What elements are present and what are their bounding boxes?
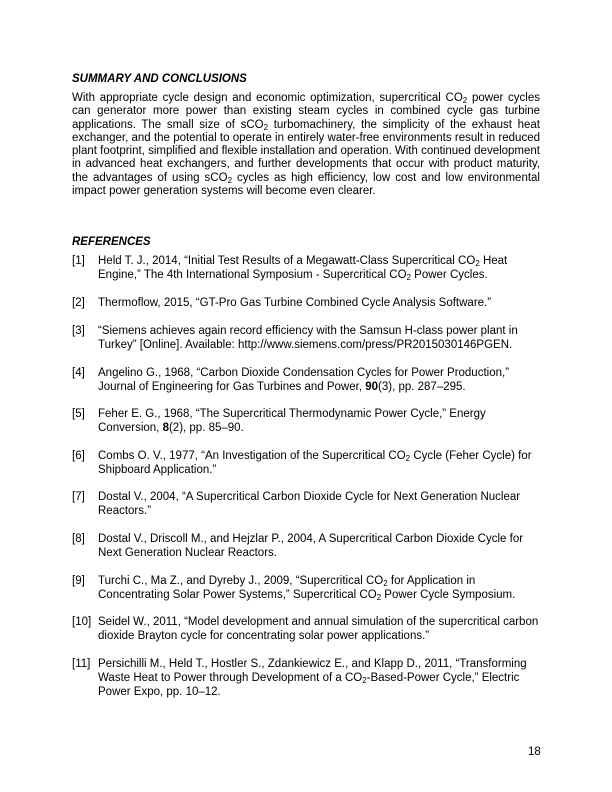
text-run: Held T. J., 2014, “Initial Test Results of a Megawatt-Class Supercritical CO <box>98 255 476 267</box>
text-run: for Application in Concentrating Solar Power Systems,” Supercritical CO <box>98 575 476 601</box>
subscript: 2 <box>227 175 233 185</box>
reference-number: [6] <box>72 450 85 462</box>
reference-text <box>98 615 542 643</box>
text-run: Turchi C., Ma Z., and Dyreby J., 2009, “Supercritical CO <box>98 575 384 587</box>
text-run: Thermoflow, 2015, “GT-Pro Gas Turbine Combined Cycle Analysis Software.” <box>98 297 492 309</box>
reference-text <box>98 407 542 435</box>
text-run: Persichilli M., Held T., Hostler S., Zdankiewicz E., and Klapp D., 2011, “Transforming Waste Heat to Power through Development of a CO <box>98 658 527 684</box>
subscript: 2 <box>383 579 388 588</box>
text-run: Power Cycles. <box>410 269 488 281</box>
subscript: 2 <box>263 122 269 132</box>
reference-item <box>72 296 542 310</box>
text-run: Feher E. G., 1968, “The Supercritical Thermodynamic Power Cycle,” Energy Conversion, <box>98 408 486 434</box>
reference-number: [4] <box>72 367 85 379</box>
subscript: 2 <box>406 273 411 282</box>
reference-number: [9] <box>72 575 85 587</box>
subscript: 2 <box>405 454 411 463</box>
text-run: (2), pp. 85–90. <box>168 422 244 434</box>
volume-number: 8 <box>162 422 169 434</box>
subscript: 2 <box>362 676 367 685</box>
text-run: Angelino G., 1968, “Carbon Dioxide Condensation Cycles for Power Production,” Journal of Engineering for Gas Turbines and Power, <box>98 367 510 393</box>
reference-item <box>72 615 542 643</box>
reference-text <box>98 449 542 477</box>
reference-text <box>98 324 542 352</box>
reference-item <box>72 490 542 518</box>
reference-item <box>72 449 542 477</box>
summary-paragraph <box>72 92 540 198</box>
text-run: Dostal V., Driscoll M., and Hejzlar P., 2004, A Supercritical Carbon Dioxide Cycle for Next Generation Nuclear Reactors. <box>98 533 524 559</box>
subscript: 2 <box>462 96 468 105</box>
text-run: Heat Engine,” The 4th International Symposium - Supercritical CO <box>98 255 508 281</box>
references-heading: REFERENCES <box>72 236 151 248</box>
reference-text <box>98 366 542 394</box>
reference-text <box>98 532 542 560</box>
reference-number: [7] <box>72 491 85 503</box>
reference-text <box>98 254 542 282</box>
reference-text <box>98 657 542 699</box>
subscript: 2 <box>475 259 480 268</box>
text-run: With appropriate cycle design and economic optimization, supercritical CO <box>72 92 463 104</box>
volume-number: 90 <box>365 381 379 393</box>
reference-item <box>72 532 542 560</box>
reference-number: [8] <box>72 533 85 545</box>
reference-number: [10] <box>72 616 92 628</box>
reference-number: [3] <box>72 325 85 337</box>
text-run: Cycle (Feher Cycle) for Shipboard Application.” <box>98 450 532 476</box>
text-run: Dostal V., 2004, “A Supercritical Carbon Dioxide Cycle for Next Generation Nuclear Reactors.” <box>98 491 521 517</box>
reference-text <box>98 574 542 602</box>
text-run: (3), pp. 287–295. <box>378 381 466 393</box>
text-run: Combs O. V., 1977, “An Investigation of the Supercritical CO <box>98 450 406 462</box>
text-run: Power Cycle Symposium. <box>381 589 516 601</box>
reference-number: [11] <box>72 658 91 670</box>
reference-item <box>72 324 542 352</box>
reference-text <box>98 296 542 310</box>
text-run: power cycles can generator more power than existing steam cycles in combined cycle gas turbine applications. The small size of sCO <box>72 92 540 131</box>
subscript: 2 <box>376 593 382 602</box>
reference-number: [2] <box>72 297 85 309</box>
reference-text <box>98 490 542 518</box>
text-run: cycles as high efficiency, low cost and low environmental impact power generation systems will become even clearer. <box>72 171 540 198</box>
reference-number: [1] <box>72 255 85 267</box>
reference-item <box>72 254 542 282</box>
reference-item <box>72 657 542 699</box>
text-run: Seidel W., 2011, “Model development and annual simulation of the supercritical carbon dioxide Brayton cycle for concentrating solar power applications.” <box>98 616 539 642</box>
page-number: 18 <box>528 746 541 758</box>
reference-item <box>72 574 542 602</box>
reference-item <box>72 366 542 394</box>
text-run: “Siemens achieves again record efficiency with the Samsun H-class power plant in Turkey” [Online]. Available: http://www.siemens.com/press/PR2015030146PGEN. <box>98 325 518 351</box>
reference-item <box>72 407 542 435</box>
summary-heading: SUMMARY AND CONCLUSIONS <box>72 73 247 85</box>
text-run: turbomachinery, the simplicity of the exhaust heat exchanger, and the potential to operate in entirely water-free environments result in reduced plant footprint, simplified and flexible installation and operation. With continued development in advanced heat exchangers, and further developments that occur with product maturity, the advantages of using sCO <box>72 118 540 184</box>
reference-number: [5] <box>72 408 85 420</box>
text-run: -Based-Power Cycle,” Electric Power Expo, pp. 10–12. <box>98 672 520 698</box>
